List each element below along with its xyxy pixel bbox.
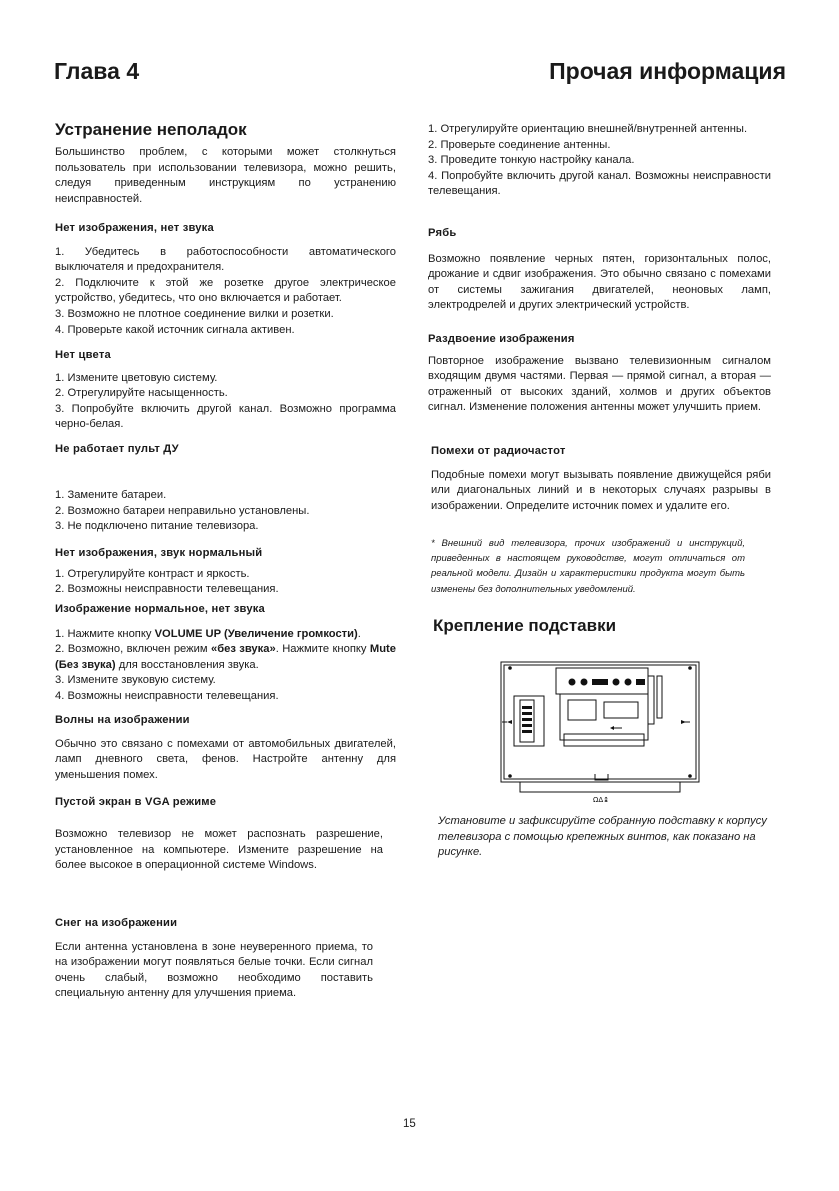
no-picture-no-sound-block: [55, 221, 396, 338]
section-heading: Снег на изображении: [55, 917, 178, 929]
list-item: 2. Проверьте соединение антенны.: [428, 138, 611, 151]
list-item: 3. Не подключено питание телевизора.: [55, 520, 259, 533]
stand-figure: [500, 654, 700, 804]
ghost-block: [428, 332, 771, 416]
section-text: Обычно это связано с помехами от автомобильных двигателей, ламп дневного света, фенов. Настройте антенну для уменьшения помех.: [55, 737, 396, 781]
disclaimer-note: * Внешний вид телевизора, прочих изображений и инструкций, приведенных в настоящем руководстве, могут отличаться от реальной модели. Дизайн и характеристики продукта могут быть изменены без дополнительных уведомлений.: [431, 538, 745, 595]
picture-ok-no-sound-block: [55, 602, 396, 705]
chapter-label: Глава 4: [54, 58, 140, 84]
remote-items: [55, 488, 396, 535]
vga-text-block: [55, 827, 383, 874]
ripple-block: [428, 226, 771, 314]
no-picture-sound-ok-block: [55, 546, 396, 598]
list-item: 3. Попробуйте включить другой канал. Возможно программа черно-белая.: [55, 402, 396, 431]
intro-block: [55, 145, 396, 207]
section-text: Подобные помехи могут вызывать появление движущейся ряби или диагональных линий и в некоторых случаях разрывы в изображении. Определите источник помех и удалите его.: [431, 468, 771, 512]
page-number: 15: [403, 1118, 416, 1130]
list-item: 1. Отрегулируйте контраст и яркость.: [55, 567, 250, 580]
list-item: 1. Измените цветовую систему.: [55, 371, 218, 384]
stand-title: Крепление подставки: [433, 616, 617, 635]
section-text: Возможно телевизор не может распознать разрешение, установленное на компьютере. Измените разрешение на более высокое в операционной системе Windows.: [55, 828, 383, 872]
section-text: Если антенна установлена в зоне неуверенного приема, то на изображении могут появляться белые точки. Если сигнал очень слабый, возможно необходимо поставить специальную антенну для улучшения приема.: [55, 940, 373, 1000]
section-heading: Нет изображения, нет звука: [55, 222, 214, 234]
list-item: 4. Возможны неисправности телевещания.: [55, 689, 279, 702]
section-heading: Рябь: [428, 227, 457, 239]
list-item: 3. Проведите тонкую настройку канала.: [428, 154, 635, 167]
list-item: 1. Замените батареи.: [55, 489, 167, 501]
list-item: 2. Возможны неисправности телевещания.: [55, 583, 279, 596]
section-heading: Волны на изображении: [55, 714, 190, 726]
list-item: 1. Нажмите кнопку VOLUME UP (Увеличение громкости).: [55, 627, 361, 640]
list-item: 3. Измените звуковую систему.: [55, 674, 216, 687]
rf-block: [431, 444, 771, 514]
list-item: 1. Убедитесь в работоспособности автоматического выключателя и предохранителя.: [55, 245, 396, 274]
list-item: 4. Попробуйте включить другой канал. Возможны неисправности телевещания.: [428, 169, 771, 198]
list-item: 2. Отрегулируйте насыщенность.: [55, 387, 228, 400]
vga-block: [55, 795, 396, 811]
no-color-block: [55, 348, 396, 433]
section-heading: Помехи от радиочастот: [431, 445, 566, 457]
intro-text: Большинство проблем, с которыми может столкнуться пользователь при использовании телевизора, можно решить, следуя приведенным инструкциям по устранению неисправностей.: [55, 146, 396, 205]
list-item: 4. Проверьте какой источник сигнала активен.: [55, 323, 295, 336]
section-text: Повторное изображение вызвано телевизионным сигналом входящим двумя частями. Первая — прямой сигнал, а вторая — отраженный от высоких зданий, холмов и других объектов сигнал. Изменение положения антенны может улучшить прием.: [428, 354, 771, 414]
section-heading: Нет цвета: [55, 349, 111, 361]
section-text: Возможно появление черных пятен, горизонтальных полос, дрожание и сдвиг изображения. Это обычно связано с помехами от системы зажигания двигателей, неоновых ламп, электродрелей и других электрический устройств.: [428, 252, 771, 312]
section-heading: Нет изображения, звук нормальный: [55, 547, 263, 559]
snow-block: [55, 916, 373, 1002]
remote-block: [55, 442, 396, 458]
section-heading: Не работает пульт ДУ: [55, 443, 179, 455]
antenna-block: [428, 122, 771, 200]
list-item: 2. Возможно, включен режим «без звука». Нажмите кнопку Mute (Без звука) для восстановления звука.: [55, 643, 396, 671]
waves-block: [55, 713, 396, 783]
section-heading: Раздвоение изображения: [428, 333, 575, 345]
list-item: 2. Подключите к этой же розетке другое электрическое устройство, убедитесь, что оно включается и работает.: [55, 276, 396, 305]
svg-text:ΩΔ↨: ΩΔ↨: [592, 796, 610, 804]
stand-caption: Установите и зафиксируйте собранную подставку к корпусу телевизора с помощью крепежных винтов, как показано на рисунке.: [438, 815, 767, 859]
list-item: 1. Отрегулируйте ориентацию внешней/внутренней антенны.: [428, 123, 748, 135]
chapter-title: Прочая информация: [549, 58, 786, 84]
list-item: 3. Возможно не плотное соединение вилки и розетки.: [55, 307, 334, 320]
section-heading: Изображение нормальное, нет звука: [55, 603, 265, 615]
section-heading: Пустой экран в VGA режиме: [55, 796, 217, 808]
troubleshooting-title: Устранение неполадок: [55, 120, 247, 139]
list-item: 2. Возможно батареи неправильно установлены.: [55, 504, 310, 517]
